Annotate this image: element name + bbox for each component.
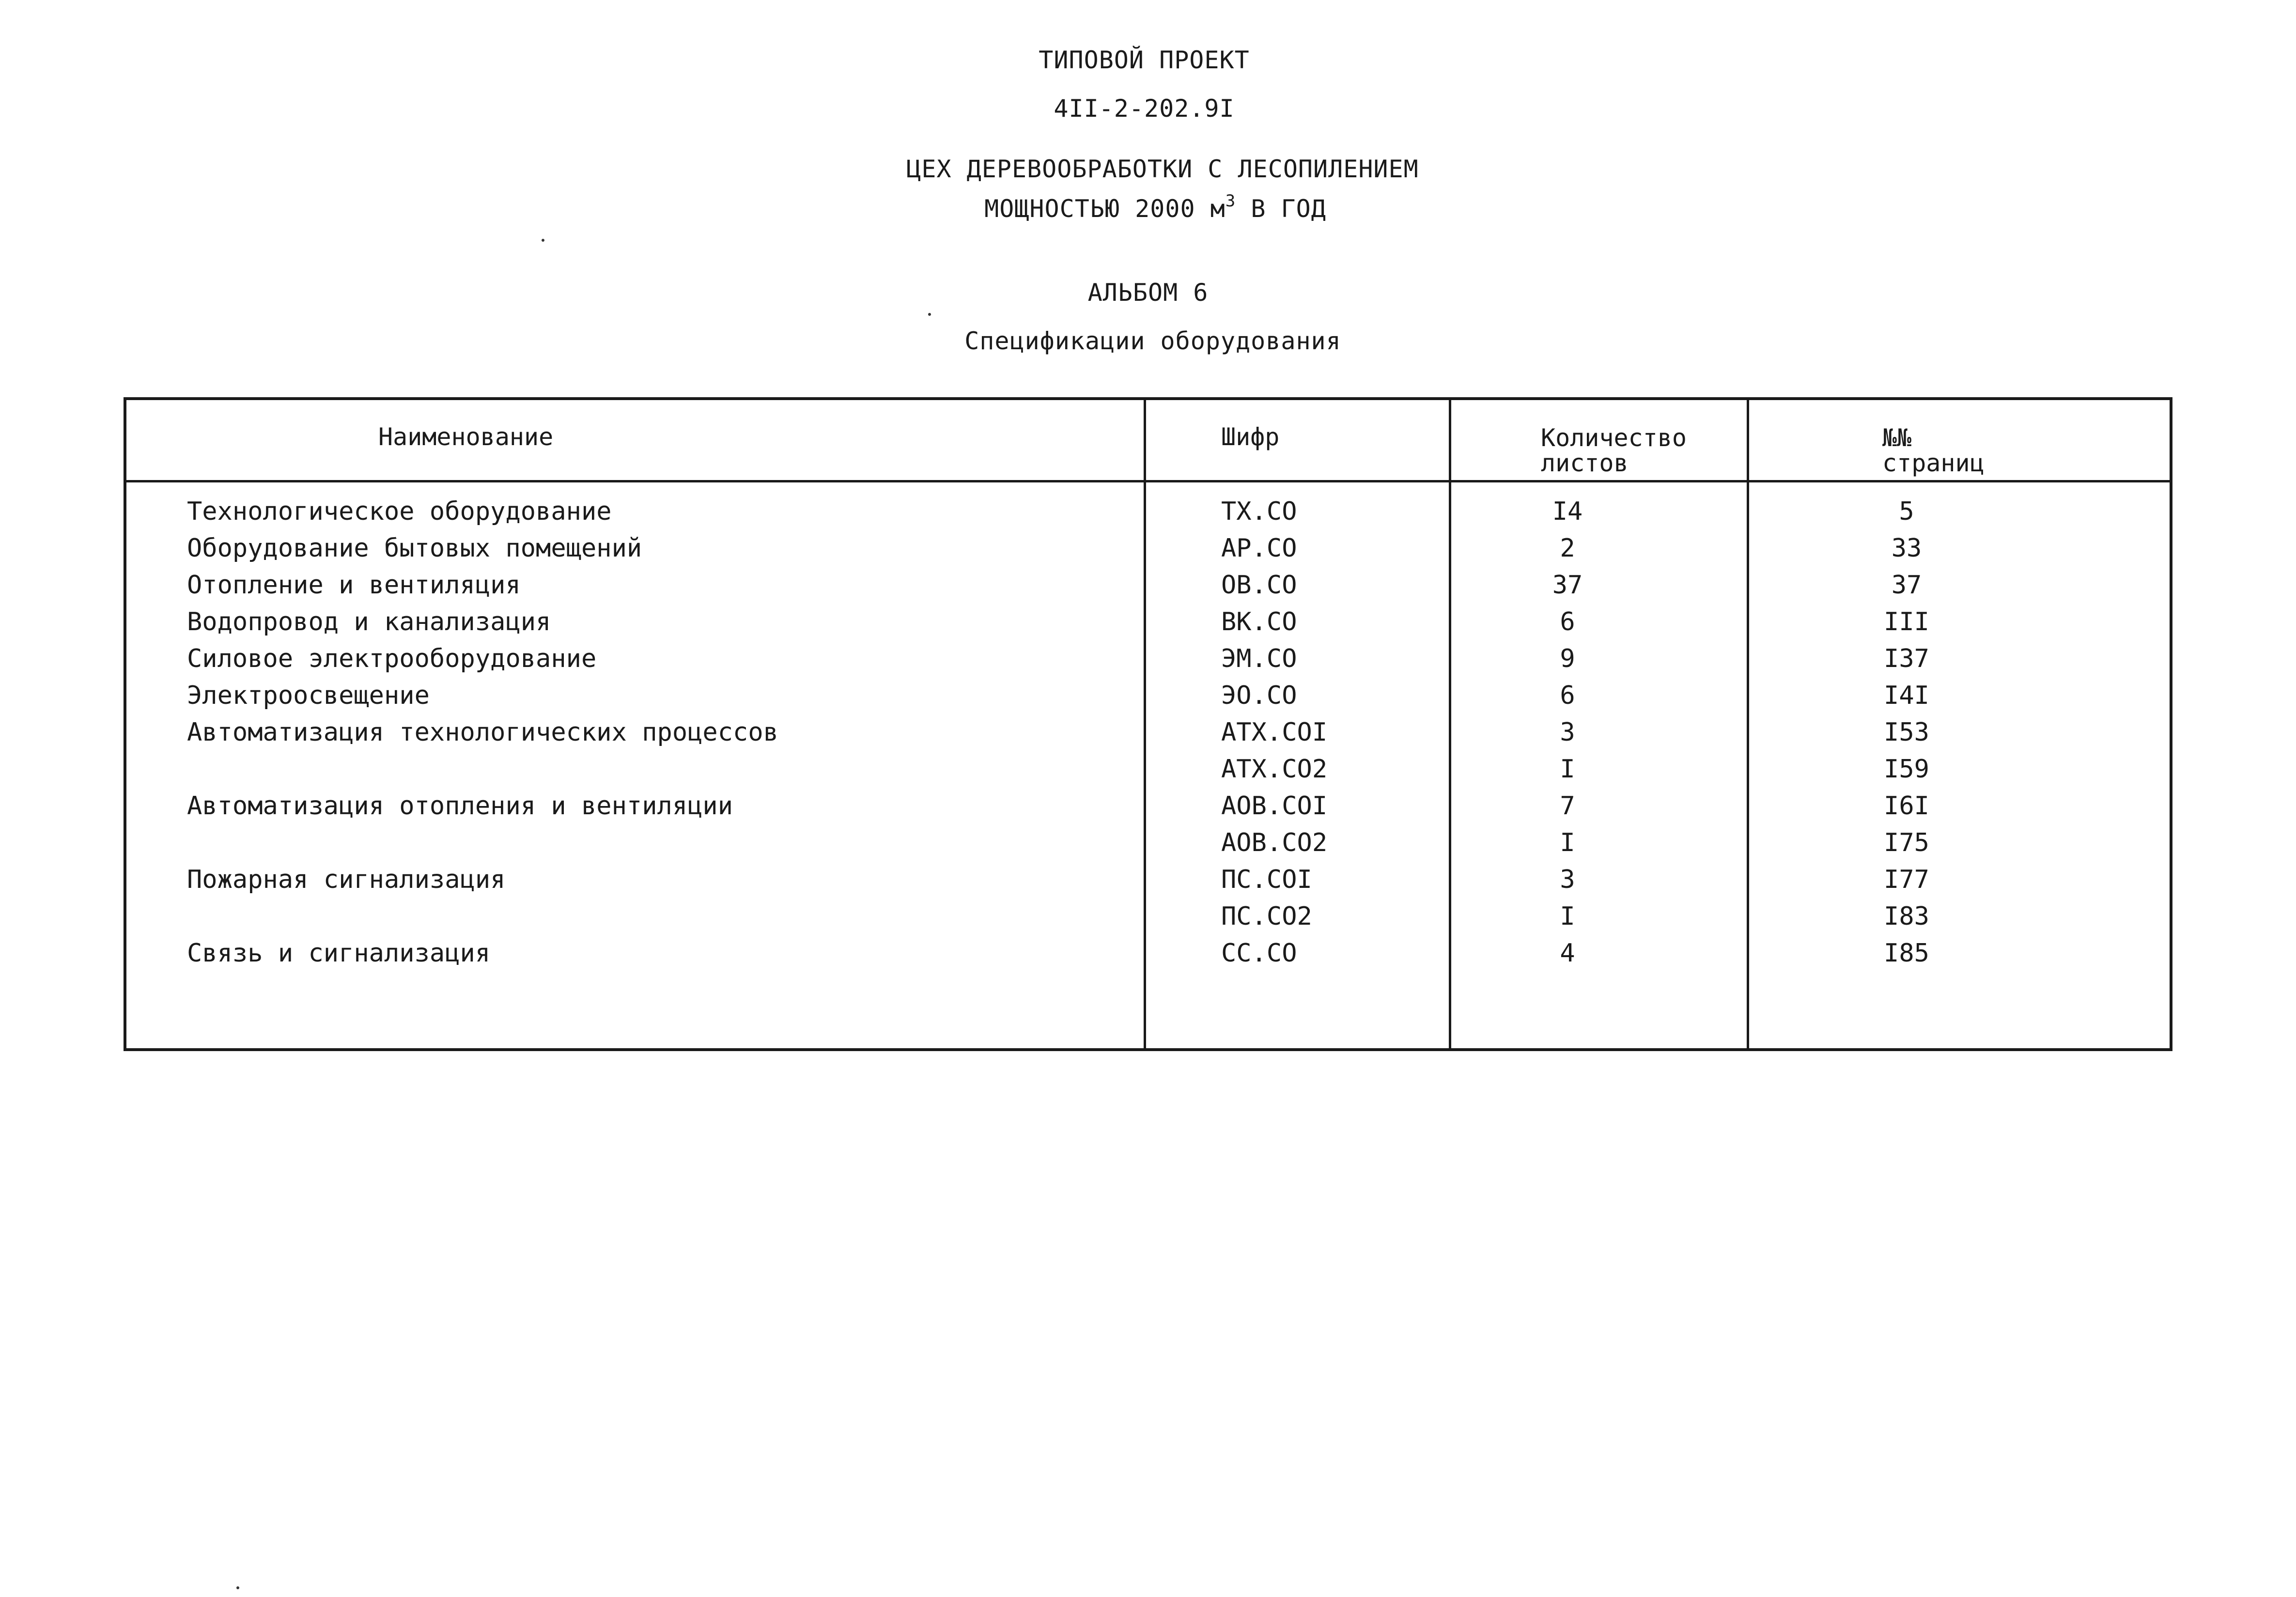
row-code-cell: СС.СО <box>1221 939 1297 968</box>
table-row <box>126 791 2170 828</box>
row-sheets-cell: 2 <box>1560 534 1575 563</box>
row-name-cell: Силовое электрооборудование <box>187 644 597 673</box>
row-page-cell: I83 <box>1884 902 1929 931</box>
project-number: 4II-2-202.9I <box>1054 94 1235 123</box>
row-code-cell: ВК.СО <box>1221 607 1297 636</box>
table-row <box>126 718 2170 755</box>
table-row <box>126 497 2170 534</box>
column-header-sheets-line2: листов <box>1541 449 1629 477</box>
row-page-cell: I37 <box>1884 644 1929 673</box>
capacity-text: МОЩНОСТЬЮ 2000 м <box>984 195 1226 223</box>
album-heading: АЛЬБОМ 6 <box>1087 279 1209 307</box>
row-code-cell: АОВ.СО2 <box>1221 828 1328 857</box>
column-header-name: Наименование <box>378 423 554 451</box>
column-header-pages-line1: №№ <box>1882 424 1912 452</box>
album-subtitle: Спецификации оборудования <box>964 327 1341 355</box>
table-row <box>126 902 2170 939</box>
column-header-pages-line2: страниц <box>1882 449 1985 477</box>
row-name-cell: Оборудование бытовых помещений <box>187 534 642 563</box>
column-header-code: Шифр <box>1221 423 1280 451</box>
row-sheets-cell: 9 <box>1560 644 1575 673</box>
row-page-cell: I75 <box>1884 828 1929 857</box>
row-name-cell: Технологическое оборудование <box>187 497 612 526</box>
table-row <box>126 644 2170 681</box>
column-header-pages <box>1882 425 1985 476</box>
project-capacity <box>7 191 2296 223</box>
row-sheets-cell: I <box>1560 828 1575 857</box>
row-page-cell: I53 <box>1884 718 1929 747</box>
scan-speck <box>236 1586 239 1589</box>
row-code-cell: АР.СО <box>1221 534 1297 563</box>
scan-speck <box>542 239 544 242</box>
row-name-cell: Отопление и вентиляция <box>187 571 521 600</box>
table-row <box>126 939 2170 976</box>
table-row <box>126 607 2170 644</box>
row-code-cell: ТХ.СО <box>1221 497 1297 526</box>
row-code-cell: ПС.СОI <box>1221 865 1312 894</box>
cubic-superscript: 3 <box>1225 191 1236 211</box>
row-page-cell: 33 <box>1891 534 1922 563</box>
row-code-cell: ПС.СО2 <box>1221 902 1312 931</box>
column-header-sheets-line1: Количество <box>1541 424 1687 452</box>
row-page-cell: I4I <box>1884 681 1929 710</box>
column-header-sheets <box>1541 425 1687 476</box>
table-row <box>126 681 2170 718</box>
row-code-cell: ЭО.СО <box>1221 681 1297 710</box>
row-name-cell: Связь и сигнализация <box>187 939 491 968</box>
capacity-tail: В ГОД <box>1236 195 1326 223</box>
table-row <box>126 571 2170 607</box>
row-page-cell: 37 <box>1891 571 1922 600</box>
table-row <box>126 534 2170 571</box>
table-row <box>126 865 2170 902</box>
row-sheets-cell: I <box>1560 902 1575 931</box>
row-sheets-cell: 6 <box>1560 607 1575 636</box>
row-code-cell: АТХ.СОI <box>1221 718 1328 747</box>
project-type-heading: ТИПОВОЙ ПРОЕКТ <box>1039 46 1250 74</box>
project-title: ЦЕХ ДЕРЕВООБРАБОТКИ С ЛЕСОПИЛЕНИЕМ <box>906 155 1419 183</box>
row-sheets-cell: 3 <box>1560 718 1575 747</box>
row-page-cell: I59 <box>1884 755 1929 784</box>
scan-speck <box>928 313 931 316</box>
row-code-cell: ОВ.СО <box>1221 571 1297 600</box>
row-page-cell: III <box>1884 607 1929 636</box>
row-name-cell: Электроосвещение <box>187 681 430 710</box>
row-name-cell: Автоматизация технологических процессов <box>187 718 778 747</box>
header-divider <box>126 480 2170 482</box>
table-row <box>126 828 2170 865</box>
row-sheets-cell: 37 <box>1552 571 1583 600</box>
row-code-cell: АТХ.СО2 <box>1221 755 1328 784</box>
row-page-cell: I85 <box>1884 939 1929 968</box>
row-sheets-cell: I4 <box>1552 497 1583 526</box>
row-code-cell: АОВ.СОI <box>1221 791 1328 821</box>
row-page-cell: I77 <box>1884 865 1929 894</box>
row-sheets-cell: 7 <box>1560 791 1575 821</box>
row-name-cell: Автоматизация отопления и вентиляции <box>187 791 733 821</box>
row-sheets-cell: 6 <box>1560 681 1575 710</box>
row-sheets-cell: 3 <box>1560 865 1575 894</box>
row-name-cell: Пожарная сигнализация <box>187 865 506 894</box>
table-row <box>126 755 2170 791</box>
row-page-cell: 5 <box>1899 497 1914 526</box>
row-page-cell: I6I <box>1884 791 1929 821</box>
row-sheets-cell: 4 <box>1560 939 1575 968</box>
row-code-cell: ЭМ.СО <box>1221 644 1297 673</box>
row-sheets-cell: I <box>1560 755 1575 784</box>
row-name-cell: Водопровод и канализация <box>187 607 551 636</box>
specification-table <box>124 397 2172 1051</box>
